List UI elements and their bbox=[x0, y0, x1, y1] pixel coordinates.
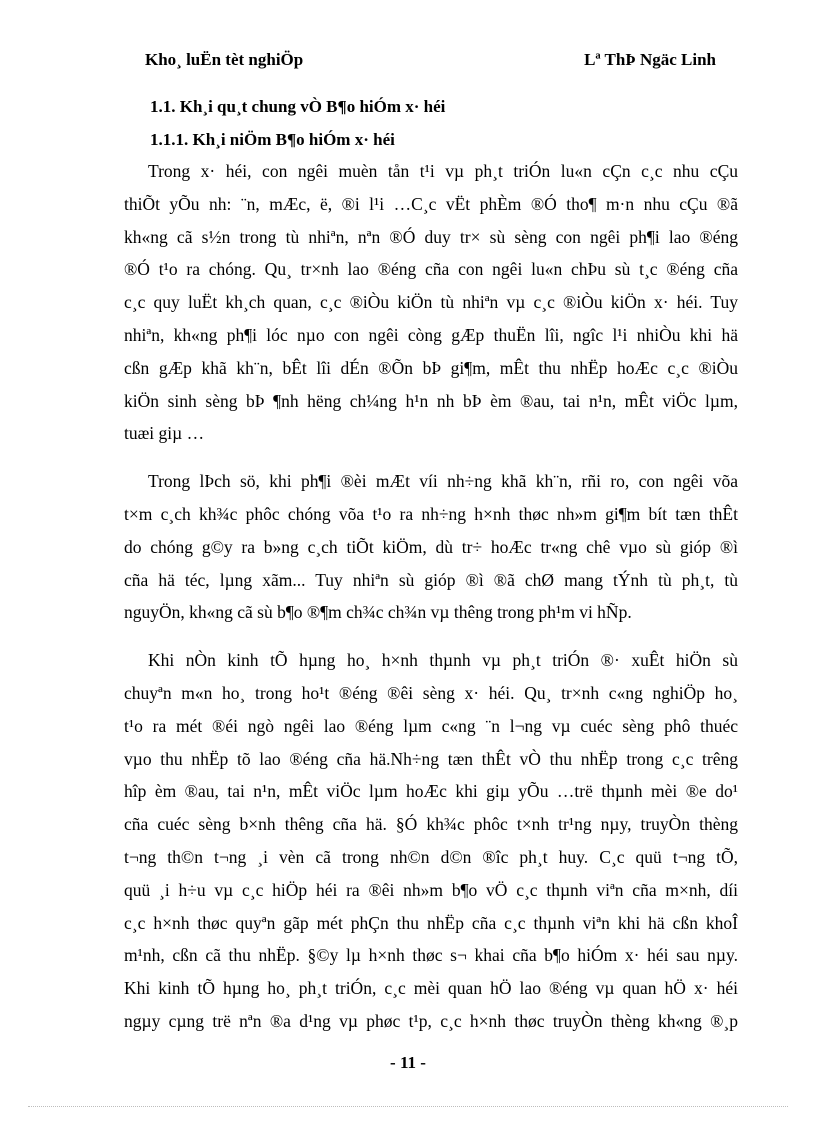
body-text bbox=[124, 155, 738, 1038]
text-line: cña hä téc, lµng xãm... Tuy nhiªn sù gióp ®ì ®ã chØ mang tÝnh tù ph¸t, tù bbox=[124, 569, 738, 590]
text-line: t¹o ra mét ®éi ngò ngêi lao ®éng lµm c«ng ¨n l¬ng vµ cuéc sèng phô thuéc bbox=[124, 715, 738, 736]
text-line: m¹nh, cßn cã thu nhËp. §©y lµ h×nh thøc s¬ khai cña b¶o hiÓm x· héi sau nµy. bbox=[124, 945, 738, 966]
text-line: do chóng g©y ra b»ng c¸ch tiÕt kiÖm, dù tr÷ hoÆc tr«ng chê vµo sù gióp ®ì bbox=[124, 536, 738, 557]
text-line: Trong x· héi, con ngêi muèn tån t¹i vµ ph¸t triÓn lu«n cÇn c¸c nhu cÇu bbox=[148, 161, 738, 181]
page-number: - 11 - bbox=[390, 1053, 426, 1072]
section-heading: 1.1. Kh¸i qu¸t chung vÒ B¶o hiÓm x· héi bbox=[150, 97, 446, 116]
text-line: cña cuéc sèng b×nh thêng cña hä. §Ó kh¾c phôc t×nh tr¹ng nµy, truyÒn thèng bbox=[124, 814, 738, 835]
text-line: tuæi giµ … bbox=[124, 423, 205, 444]
text-line: cßn gÆp khã kh¨n, bÊt lîi dÉn ®Õn bÞ gi¶m, mÊt thu nhËp hoÆc c¸c ®iÒu bbox=[124, 357, 738, 378]
text-line: chuyªn m«n ho¸ trong ho¹t ®éng ®êi sèng x· héi. Qu¸ tr×nh c«ng nghiÖp ho¸ bbox=[124, 682, 738, 703]
header-author-name: Lª ThÞ Ngäc Linh bbox=[584, 50, 716, 69]
text-line: t¬ng th©n t¬ng ¸i vèn cã trong nh©n d©n ®îc ph¸t huy. C¸c quü t¬ng tÕ, bbox=[124, 846, 738, 867]
text-line: t×m c¸ch kh¾c phôc chóng võa t¹o ra nh÷ng h×nh thøc nh»m gi¶m bít tæn thÊt bbox=[124, 503, 738, 524]
text-line: thiÕt yÕu nh: ¨n, mÆc, ë, ®i l¹i …C¸c vËt phÈm ®Ó tho¶ m·n nhu cÇu ®ã bbox=[124, 193, 738, 214]
text-line: c¸c h×nh thøc quyªn gãp mét phÇn thu nhËp cña c¸c thµnh viªn khi hä cßn khoÎ bbox=[124, 912, 738, 933]
text-line: nguyÖn, kh«ng cã sù b¶o ®¶m ch¾c ch¾n vµ thêng trong ph¹m vi hÑp. bbox=[124, 602, 632, 623]
text-line: nhiªn, kh«ng ph¶i lóc nµo con ngêi còng gÆp thuËn lîi, ngîc l¹i nhiÒu khi hä bbox=[124, 324, 738, 345]
paragraph-2 bbox=[124, 465, 738, 629]
text-line: c¸c quy luËt kh¸ch quan, c¸c ®iÒu kiÖn tù nhiªn vµ c¸c ®iÒu kiÖn x· héi. Tuy bbox=[124, 292, 738, 313]
subsection-heading: 1.1.1. Kh¸i niÖm B¶o hiÓm x· héi bbox=[150, 130, 395, 149]
text-line: kh«ng cã s½n trong tù nhiªn, nªn ®Ó duy tr× sù sèng con ngêi ph¶i lao ®éng bbox=[124, 226, 738, 247]
text-line: Trong lÞch sö, khi ph¶i ®èi mÆt víi nh÷ng khã kh¨n, rñi ro, con ngêi võa bbox=[148, 471, 738, 492]
text-line: ngµy cµng trë nªn ®a d¹ng vµ phøc t¹p, c¸c h×nh thøc truyÒn thèng kh«ng ®¸p bbox=[124, 1010, 738, 1031]
header-thesis-title: Kho¸ luËn tèt nghiÖp bbox=[145, 50, 304, 69]
text-line: kiÖn sinh sèng bÞ ¶nh hëng ch¼ng h¹n nh bÞ èm ®au, tai n¹n, mÊt viÖc lµm, bbox=[124, 390, 738, 411]
paragraph-3 bbox=[124, 644, 738, 1038]
text-line: Khi kinh tÕ hµng ho¸ ph¸t triÓn, c¸c mèi quan hÖ lao ®éng vµ quan hÖ x· héi bbox=[124, 978, 738, 999]
text-line: ®Ó t¹o ra chóng. Qu¸ tr×nh lao ®éng cña con ngêi lu«n chÞu sù t¸c ®éng cña bbox=[124, 259, 738, 280]
text-line: vµo thu nhËp tõ lao ®éng cña hä.Nh÷ng tæn thÊt vÒ thu nhËp trong c¸c trêng bbox=[124, 748, 738, 769]
paragraph-1 bbox=[124, 155, 738, 450]
page-bottom-divider bbox=[28, 1106, 788, 1107]
text-line: quü ¸i h÷u vµ c¸c hiÖp héi ra ®êi nh»m b¶o vÖ c¸c thµnh viªn cña m×nh, díi bbox=[124, 879, 738, 900]
text-line: hîp èm ®au, tai n¹n, mÊt viÖc lµm hoÆc khi giµ yÕu …trë thµnh mèi ®e do¹ bbox=[124, 781, 738, 802]
text-line: Khi nÒn kinh tÕ hµng ho¸ h×nh thµnh vµ ph¸t triÓn ®· xuÊt hiÖn sù bbox=[148, 650, 738, 671]
